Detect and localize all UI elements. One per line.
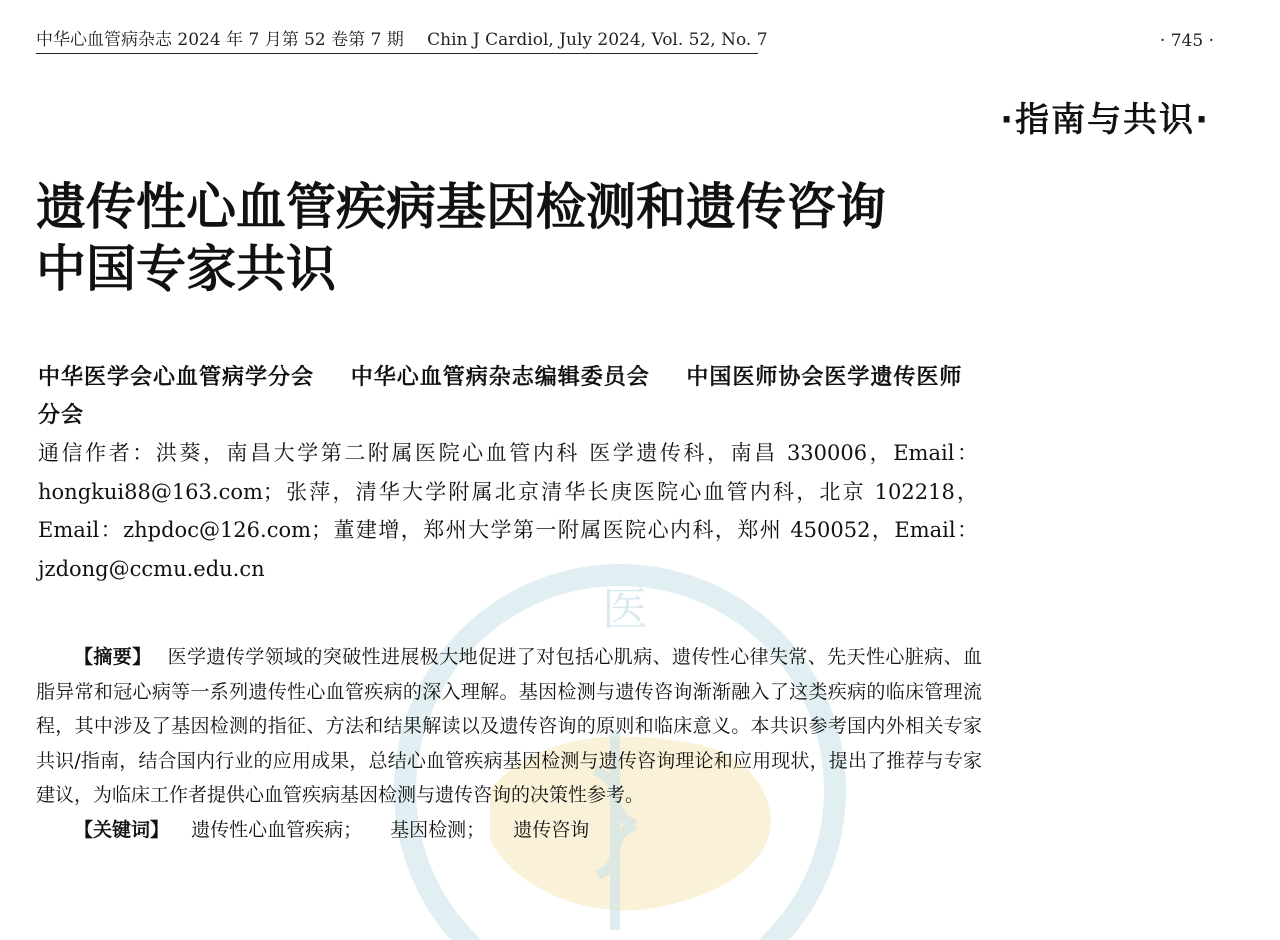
article-title (36, 176, 976, 300)
keywords-label: 【关键词】 (74, 818, 170, 841)
abstract-paragraph (36, 640, 982, 813)
abstract-text: 医学遗传学领域的突破性进展极大地促进了对包括心肌病、遗传性心律失常、先天性心脏病、血脂异常和冠心病等一系列遗传性心血管疾病的深入理解。基因检测与遗传咨询渐渐融入了这类疾病的临床管理流程，其中涉及了基因检测的指征、方法和结果解读以及遗传咨询的原则和临床意义。本共识参考国内外相关专家共识/指南，结合国内行业的应用成果，总结心血管疾病基因检测与遗传咨询理论和应用现状，提出了推荐与专家建议，为临床工作者提供心血管疾病基因检测与遗传咨询的决策性参考。 (36, 646, 982, 806)
section-label: ·指南与共识· (1000, 100, 1210, 140)
journal-en: Chin J Cardiol, July 2024, Vol. 52, No. 7 (427, 30, 768, 50)
watermark-char: 医 (602, 582, 648, 636)
correspondence: 通信作者：洪葵，南昌大学第二附属医院心血管内科 医学遗传科，南昌 330006，Email：hongkui88@163.com；张萍，清华大学附属北京清华长庚医院心血管内科，北京 102218，Email：zhpdoc@126.com；董建增，郑州大学第一附属医院心内科，郑州 450052，Email：jzdong@ccmu.edu.cn (38, 441, 978, 581)
keyword-1: 遗传性心血管疾病； (191, 818, 363, 841)
org-1: 中华医学会心血管病学分会 (38, 364, 315, 390)
author-orgs (38, 358, 978, 434)
org-3: 中国医师协会医学遗传医师分会 (38, 364, 963, 428)
author-block (38, 358, 978, 588)
running-header (36, 28, 768, 54)
title-line-1: 遗传性心血管疾病基因检测和遗传咨询 (36, 177, 886, 236)
keyword-3: 遗传咨询 (513, 818, 590, 841)
keywords-line (36, 813, 982, 848)
org-2: 中华心血管病杂志编辑委员会 (350, 364, 650, 390)
page-number: · 745 · (1159, 31, 1214, 51)
journal-cn: 中华心血管病杂志 2024 年 7 月第 52 卷第 7 期 (36, 30, 404, 50)
abstract-section (36, 640, 982, 847)
abstract-label: 【摘要】 (74, 646, 152, 668)
keyword-2: 基因检测； (390, 818, 486, 841)
title-line-2: 中国专家共识 (36, 239, 336, 298)
